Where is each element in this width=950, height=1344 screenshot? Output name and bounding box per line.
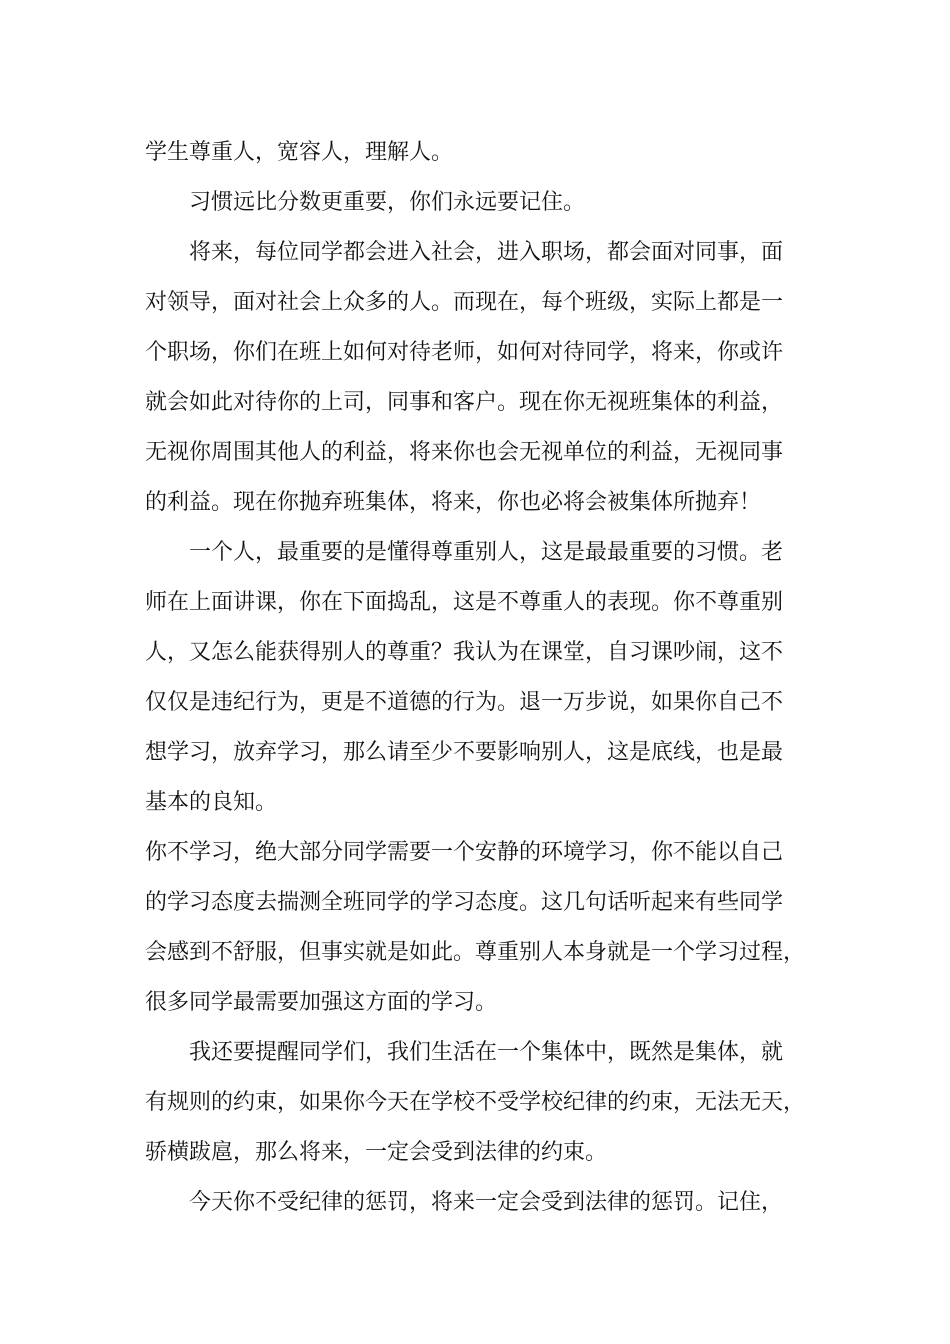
text-line: 的利益。现在你抛弃班集体，将来，你也必将会被集体所抛弃！ <box>145 490 762 515</box>
text-line: 习惯远比分数更重要，你们永远要记住。 <box>189 190 586 215</box>
text-line: 对领导，面对社会上众多的人。而现在，每个班级，实际上都是一 <box>145 290 784 315</box>
text-line: 人，又怎么能获得别人的尊重？我认为在课堂，自习课吵闹，这不 <box>145 640 784 665</box>
text-line: 有规则的约束，如果你今天在学校不受学校纪律的约束，无法无天， <box>145 1090 806 1115</box>
document-body <box>145 128 825 1228</box>
text-line: 一个人，最重要的是懂得尊重别人，这是最最重要的习惯。老 <box>189 540 784 565</box>
text-line: 学生尊重人，宽容人，理解人。 <box>145 140 454 165</box>
text-line: 师在上面讲课，你在下面捣乱，这是不尊重人的表现。你不尊重别 <box>145 590 784 615</box>
text-line: 会感到不舒服，但事实就是如此。尊重别人本身就是一个学习过程， <box>145 940 806 965</box>
text-line: 很多同学最需要加强这方面的学习。 <box>145 990 498 1015</box>
text-line: 就会如此对待你的上司，同事和客户。现在你无视班集体的利益， <box>145 390 784 415</box>
text-line: 基本的良知。 <box>145 790 278 815</box>
text-line: 你不学习，绝大部分同学需要一个安静的环境学习，你不能以自己 <box>145 840 784 865</box>
text-line: 将来，每位同学都会进入社会，进入职场，都会面对同事，面 <box>189 240 784 265</box>
text-line: 骄横跋扈，那么将来，一定会受到法律的约束。 <box>145 1140 608 1165</box>
text-line: 的学习态度去揣测全班同学的学习态度。这几句话听起来有些同学 <box>145 890 784 915</box>
text-line: 我还要提醒同学们，我们生活在一个集体中，既然是集体，就 <box>189 1040 784 1065</box>
text-line: 个职场，你们在班上如何对待老师，如何对待同学，将来，你或许 <box>145 340 784 365</box>
text-line: 无视你周围其他人的利益，将来你也会无视单位的利益，无视同事 <box>145 440 784 465</box>
text-line: 想学习，放弃学习，那么请至少不要影响别人，这是底线，也是最 <box>145 740 784 765</box>
text-line: 今天你不受纪律的惩罚，将来一定会受到法律的惩罚。记住， <box>189 1190 784 1215</box>
text-line: 仅仅是违纪行为，更是不道德的行为。退一万步说，如果你自己不 <box>145 690 784 715</box>
